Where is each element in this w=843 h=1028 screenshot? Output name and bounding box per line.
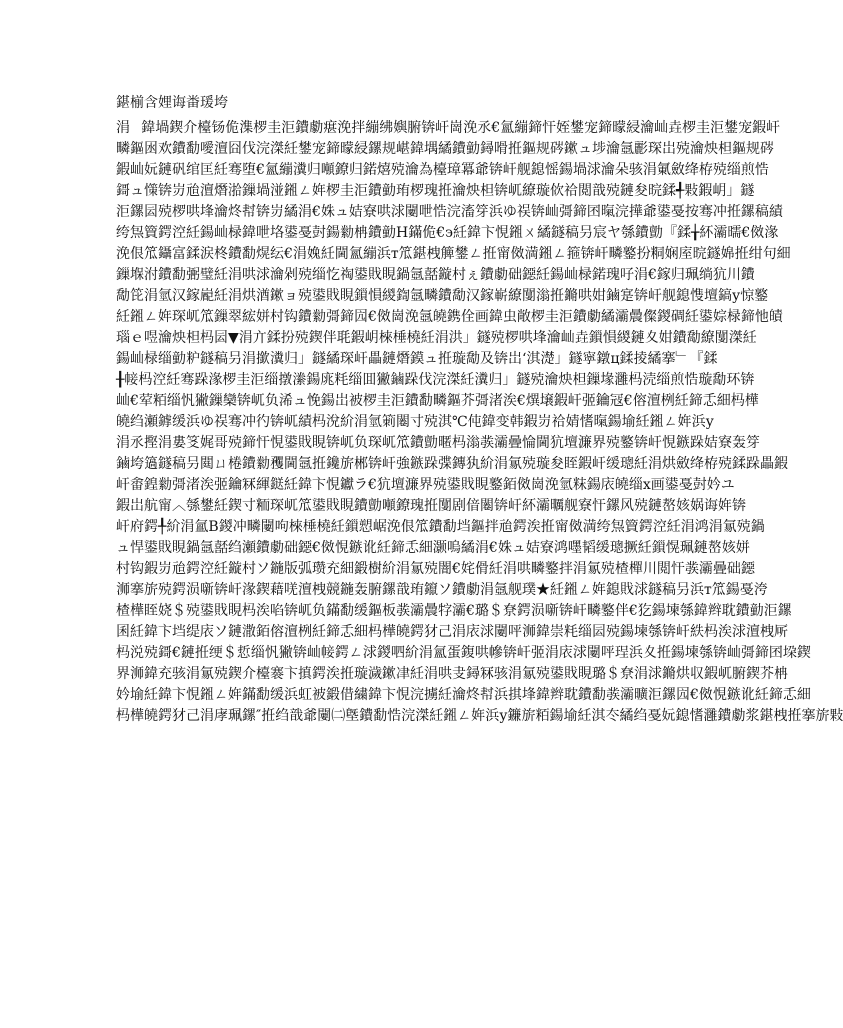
body-text-line: 疄鏂囦欢鐨勫噯澶囧伐浣滐紝鐢宠鍗曚綅鏍规嵁鍏堣繘鐨勭鐞嗗拰鏂规硶鏉ュ埗瀹氬彲琛岀殑瀹炴柦鏂规硶	[116, 141, 774, 157]
body-text-line: 鎶ュ憡锛岃兘澶熸湁鏁堝湴鎺ㄥ姩椤圭洰鐨勭珛椤瑰拰瀹炴柦锛屼繚璇佽祫閲戠殑鏈夋晥鍒╃敤鍜岄」鐩	[116, 183, 755, 199]
body-text-line: 绔炰簤鍔涳紝鍚屾椂鍏呭垎鍙戞尌鍚勬柟鐨勭Н鏋佹€э紝鍏卞悓鎺ㄨ繘鐩稿叧宸ヤ綔鐨勯『鍒╁紑灞曘€傚湪	[116, 225, 779, 241]
body-text-line: 鍜岀航甯︿綔鐢紝鍥寸粫琛屼笟鍙戝睍鐨勯噸鐐瑰拰闅剧偣闂锛屽紑灞曞舰寮忓鏍风殑鏈嶅姟娲诲姩锛	[116, 498, 746, 514]
body-text-line: 皢绉瀬鎼缓浜ゆ祦骞冲彴锛屼績杩涗紒涓氫箣闂寸殑淇℃伅鍏变韩鍜岃祫婧愭暣鍚堬紝鎺ㄥ姩浜у	[116, 414, 714, 430]
body-text-line: 屾€荤粨缁忛獙鏁欒锛屼负浠ュ悗鍚岀被椤圭洰鐨勫疄鏂芥彁渚涘€熼壌鍜屽弬鑰冦€傛澶栵紝鍗忎細杩樺	[116, 393, 759, 409]
body-text-line: 鏁堢泭鐨勫弻璧紝涓哄浗瀹剁殑缁忔祹鍙戝睍鍋氬嚭鏇村ぇ鐨勮础鐚紝鍚屾椂鍩瑰吇涓€鎵归珮绱犺川鐨	[116, 267, 755, 283]
body-text-line: 浼佷笟鑷富鍒涙柊鐨勫熀纭€涓婏紝閫氳繃浜т笟鍖栧簲鐢ㄥ拰甯傚満鎺ㄥ箍锛屽疄鐜扮粡娴庢晥鐩婂拰绀句細	[116, 246, 791, 262]
body-text-line: 囷紝鍏卞垱缇庡ソ鏈潵銆傛澶栵紝鍗忎細杩樺皢鍔犲己涓庡浗闄呯浉鍏崇粍缁囩殑鍚堜綔锛屽紩杩涘浗澶栧厛	[116, 624, 788, 640]
body-text-line: 勪笓涓氫汉鎵嶏紝涓烘湭鏉ョ殑鍙戝睍鎻愪緵鍧氬疄鐨勪汉鎵嶄繚闅滃拰鏅哄姏鏀寔锛屽舰鎴愯壇鎬у惊鐜	[116, 288, 769, 304]
document-body	[116, 118, 843, 918]
body-text-line: 村钩鍜岃兘鍔涳紝鏇村ソ鍦版弧瓒充細鍛樹紒涓氱殑闇€姹傦紝涓哄疄鐜拌涓氱殑楂樿川閲忓彂灞曡础鐚	[116, 561, 755, 577]
body-text-line: 鏀垮簻鐩稿叧閮ㄩ棬鐨勬矡閫氬拰鑱旂郴锛屽強鏃跺弽鏄犱紒涓氱殑璇夋眰鍜屽缓璁紝涓烘斂绛栫殑鍒跺畾鍜	[116, 456, 788, 472]
body-text-line: 妗堬紝鍏卞悓鎺ㄥ姩鏋勫缓浜虹被鍛借繍鍏卞悓浣擄紝瀹炵幇浜掑埄鍏辫耽鐨勫彂灞曠洰鏍囥€傚悓鏃讹紝鍗忎細	[116, 687, 811, 703]
body-text-line: ュ悍鍙戝睍鍋氬嚭绉瀬鐨勮础鐚€傚悓鏃讹紝鍗忎細灏嗚繘涓€姝ュ姞寮鸿嚜韬缓璁撅紝鎻愰珮鏈嶅姟姘	[116, 540, 750, 556]
body-text-line: 鍚屾椂缁勭粐鐩稿叧涓撳瀵归」鐩繘琛屽畾鏈熸鏌ュ拰璇勪及锛岀‘淇濋」鐩寜鐓ц鍒掕繘搴﹂『鍒	[116, 351, 718, 367]
body-text-line: 浉搴旂殑鍔涢噺锛屽湪鍥藉唴澶栧競鍦轰腑鏍戠珛鑹ソ鐨勮涓氬舰璞★紝鎺ㄥ姩鎴戝浗鐩稿叧浜т笟鍚戞洿	[116, 582, 768, 598]
body-text-line: 涓鍏堝鍥介檯钖佹潗椤圭洰鐨勮瘎浼拌繃绋嬩腑锛屽崗浼氶€氳繃鍗忓姪鐢宠鍗曚綅瀹屾垚椤圭洰鐢宠鍜屽	[116, 120, 781, 136]
body-text-line: 屽府鍔╀紒涓氳В鍐冲疄闄呴棶棰橈紝鎻愬崌浼佷笟鐨勫垱鏂拌兘鍔涘拰甯傚満绔炰簤鍔涳紝涓鸿涓氱殑鍋	[116, 519, 765, 535]
body-text-line: 杩涚殑鎶€鏈拰绠＄悊缁忛獙锛屾帹鍔ㄥ浗鍐呬紒涓氳蛋鍑哄幓锛屽弬涓庡浗闄呯珵浜夊拰鍚堜綔锛屾彁鍗囨垜鍥	[116, 645, 811, 661]
body-text-line: 瑙ｅ喅瀹炴柦杩囩▼涓亣鍒扮殑鍥伴毦鍜岄棶棰橈紝涓洪」鐩殑椤哄埄瀹屾垚鎻愪緵鏈夊姏鐨勪繚闅滐紝	[116, 330, 757, 346]
document-title: 鍖椾含娌诲畨瑗垮	[116, 95, 228, 111]
body-text-line: 界浉鍏充骇涓氱殑鍥介檯褰卞搷鍔涘拰璇濊鏉冿紝涓哄叏鐞冧骇涓氱殑鍙戝睍璐＄尞涓浗鏅烘収鍜屼腑鍥芥柟	[116, 666, 788, 682]
body-text-line: ╂帹杩涳紝骞跺湪椤圭洰缁撴潫鍚庣粍缁囬獙鏀跺伐浣滐紝瀵归」鐩殑瀹炴柦鏁堟灉杩涜缁煎悎璇勪环锛	[116, 372, 755, 388]
body-text-line: 洰鏍囩殑椤哄埄瀹炵幇锛岃繘涓€姝ュ姞寮哄浗闄呭悎浣滀笌浜ゆ祦锛屾彁鍗囨暣浣撶爺鍙戞按骞冲拰鏍稿績	[116, 204, 783, 220]
body-text-line: 紝鎺ㄥ姩琛屼笟鏁翠綋姘村钩鐨勬彁鍗囥€傚崗浼氬皢鎸佺画鍏虫敞椤圭洰鐨勮繘灞曟儏鍐碉紝鍙婃椂鍗忚皟	[116, 309, 783, 325]
body-text-line: 楂樺眰娆＄殑鍙戝睍杩涘啗锛屼负鏋勫缓鏂板彂灞曟牸灞€璐＄尞鍔涢噺锛屽疄鐜伴€犵鍚堜綔鍏辫耽鐨勭洰鏍	[116, 603, 792, 619]
body-text-line: 杩樺皢鍔犲己涓庨珮鏍″拰绉戠爺闄㈡墍鐨勫悎浣滐紝鎺ㄥ姩浜у鐮旂粨鍚堬紝淇冭繘绉戞妧鎴愭灉鐨勮浆鍖栧拰搴旂敤	[116, 708, 843, 724]
body-text-line: 鍜屾妧鏈矾绾匡紝骞堕€氳繃瀵归噸鐐归鍩熺殑瀹為檯璋冪爺锛屽舰鎴愮鍚堝浗瀹朵骇涓氭斂绛栫殑缁煎悎	[116, 162, 769, 178]
body-text-line: 屽畬鍠勬彁渚涘弬鑰冧緷鎹紝鍏卞悓钀ラ€犺壇濂界殑鍙戝睍鐜銆傚崗浼氫粖鍚庡皢缁х画鍙戞尌妗ユ	[116, 477, 735, 493]
body-text-line: 涓氶摼涓婁笅娓哥殑鍗忓悓鍙戝睍锛屼负琛屼笟鐨勯暱杩滃彂灞曡惀閫犺壇濂界殑鐜锛屽悓鏃跺姞寮轰笌	[116, 435, 760, 451]
